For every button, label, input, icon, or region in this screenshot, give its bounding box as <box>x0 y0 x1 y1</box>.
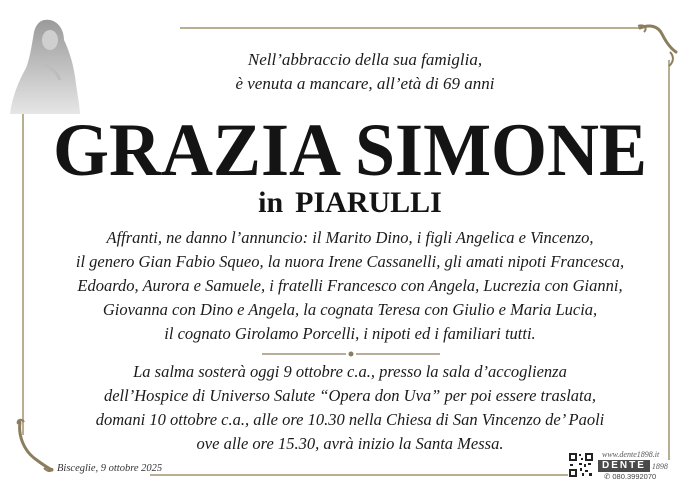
brand-year: 1898 <box>651 461 668 471</box>
intro-text <box>150 48 580 96</box>
corner-flourish-icon <box>636 22 678 68</box>
divider-ornament <box>262 351 440 357</box>
intro-line: è venuta a mancare, all’età di 69 anni <box>235 74 495 93</box>
brand-name: DENTE <box>598 460 650 472</box>
funeral-line: dell’Hospice di Universo Salute “Opera don Uva” per poi essere traslata, <box>103 386 597 405</box>
qr-code-icon <box>568 452 594 478</box>
married-name <box>0 185 700 221</box>
phone-icon: ✆ <box>604 472 611 481</box>
frame-top-line <box>180 27 640 29</box>
brand-phone-number: 080.3992070 <box>612 472 657 481</box>
brand-logo <box>598 460 698 472</box>
funeral-line: ove alle ore 15.30, avrà inizio la Santa Messa. <box>196 434 504 453</box>
madonna-icon <box>4 14 82 114</box>
funeral-home-brand <box>598 450 698 482</box>
announcement-line: Edoardo, Aurora e Samuele, i fratelli Francesco con Angela, Lucrezia con Gianni, <box>77 276 623 295</box>
deceased-name: GRAZIA SIMONE <box>52 108 648 192</box>
funeral-text <box>30 360 670 456</box>
funeral-line: domani 10 ottobre c.a., alle ore 10.30 nella Chiesa di San Vincenzo de’ Paoli <box>95 410 605 429</box>
brand-website: www.dente1898.it <box>602 450 660 459</box>
married-prefix: in <box>258 186 284 219</box>
announcement-line: il genero Gian Fabio Squeo, la nuora Irene Cassanelli, gli amati nipoti Francesca, <box>75 252 625 271</box>
intro-line: Nell’abbraccio della sua famiglia, <box>247 50 483 69</box>
married-surname: PIARULLI <box>295 186 442 219</box>
announcement-text <box>30 226 670 346</box>
announcement-line: Giovanna con Dino e Angela, la cognata Teresa con Giulio e Maria Lucia, <box>102 300 598 319</box>
place-date: Bisceglie, 9 ottobre 2025 <box>57 463 163 474</box>
funeral-line: La salma sosterà oggi 9 ottobre c.a., presso la sala d’accoglienza <box>133 362 567 381</box>
frame-bottom-line <box>150 474 570 476</box>
announcement-line: il cognato Girolamo Porcelli, i nipoti ed i familiari tutti. <box>164 324 536 343</box>
brand-phone <box>604 472 698 482</box>
announcement-line: Affranti, ne danno l’annuncio: il Marito Dino, i figli Angelica e Vincenzo, <box>106 228 594 247</box>
